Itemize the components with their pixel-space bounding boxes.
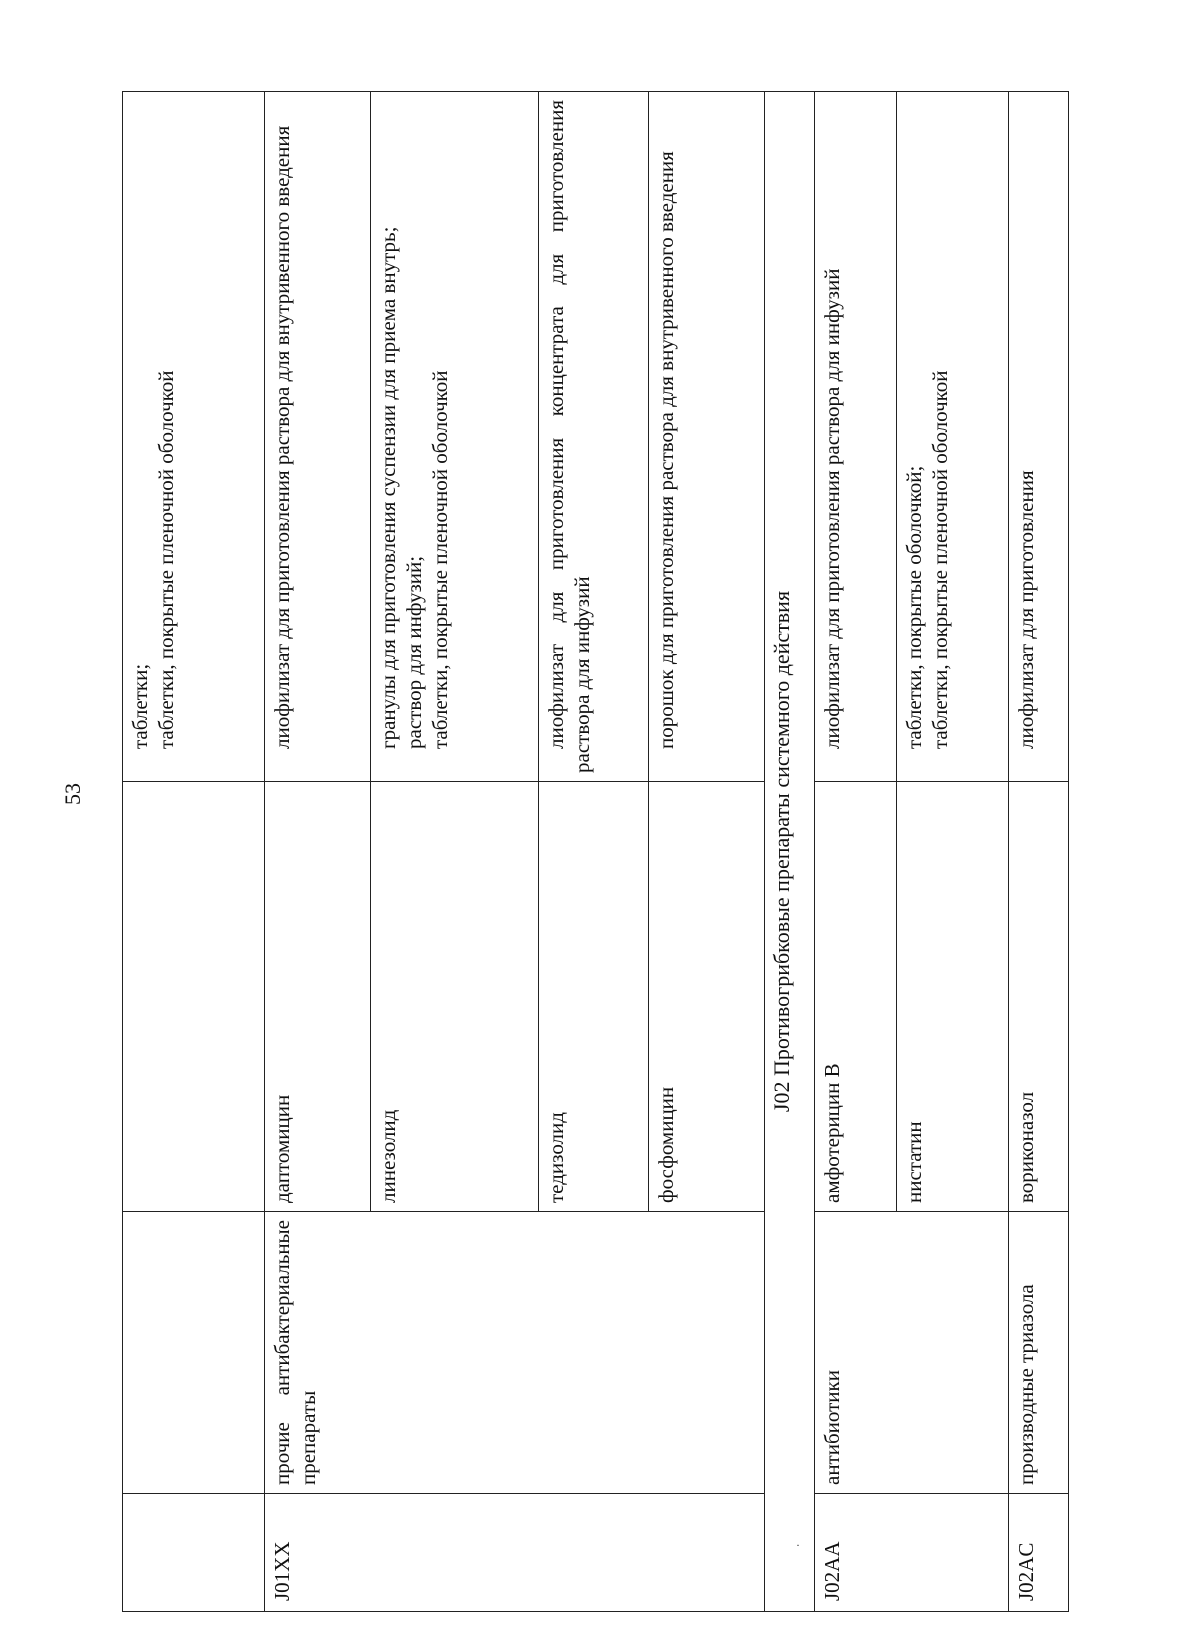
atc-code: J02AA [815, 1494, 1009, 1612]
table-row [765, 92, 815, 1612]
group-name: производные триазола [1009, 1212, 1069, 1494]
section-heading: J02 Противогрибковые препараты системного действия [765, 92, 815, 1612]
form-cell [897, 92, 1009, 782]
page-number: 53 [60, 783, 85, 805]
drug-name: линезолид [371, 782, 539, 1212]
form-line: лиофилизат для приготовления раствора для инфузий [820, 268, 844, 749]
form-line: таблетки; [128, 663, 152, 749]
form-line: таблетки, покрытые пленочной оболочкой [154, 370, 178, 749]
drug-name: нистатин [897, 782, 1009, 1212]
form-line: раствор для инфузий; [402, 555, 426, 749]
form-cell [539, 92, 649, 782]
drug-cell [123, 782, 265, 1212]
form-line: лиофилизат для приготовления раствора для внутривенного введения [270, 125, 294, 749]
form-line: лиофилизат для приготовления [1014, 470, 1038, 749]
table-row [1009, 92, 1069, 1612]
form-cell [265, 92, 371, 782]
form-cell [123, 92, 265, 782]
table-row [815, 92, 897, 1612]
atc-code: J02AC [1009, 1494, 1069, 1612]
drug-name: тедизолид [539, 782, 649, 1212]
form-line: таблетки, покрытые оболочкой; [902, 465, 926, 749]
form-cell [815, 92, 897, 782]
table-row [123, 92, 265, 1612]
rotated-table-wrapper [122, 92, 1092, 1612]
form-line: порошок для приготовления раствора для внутривенного введения [654, 151, 678, 749]
medication-table [122, 91, 1069, 1612]
drug-name: фосфомицин [649, 782, 765, 1212]
atc-code: J01XX [265, 1494, 765, 1612]
form-cell [649, 92, 765, 782]
drug-name: вориконазол [1009, 782, 1069, 1212]
drug-name: даптомицин [265, 782, 371, 1212]
group-cell [123, 1212, 265, 1494]
scan-speck: · [796, 1538, 800, 1552]
form-line: лиофилизат для приготовления концентрата для приготовления раствора для инфузий [544, 100, 594, 773]
form-line: гранулы для приготовления суспензии для приема внутрь; [376, 226, 400, 749]
code-cell [123, 1494, 265, 1612]
group-name: антибиотики [815, 1212, 1009, 1494]
table-row [265, 92, 371, 1612]
form-cell [1009, 92, 1069, 782]
group-name: прочие антибактериальные препараты [265, 1212, 765, 1494]
drug-name: амфотерицин В [815, 782, 897, 1212]
form-line: таблетки, покрытые пленочной оболочкой [428, 370, 452, 749]
form-line: таблетки, покрытые пленочной оболочкой [928, 370, 952, 749]
form-cell [371, 92, 539, 782]
